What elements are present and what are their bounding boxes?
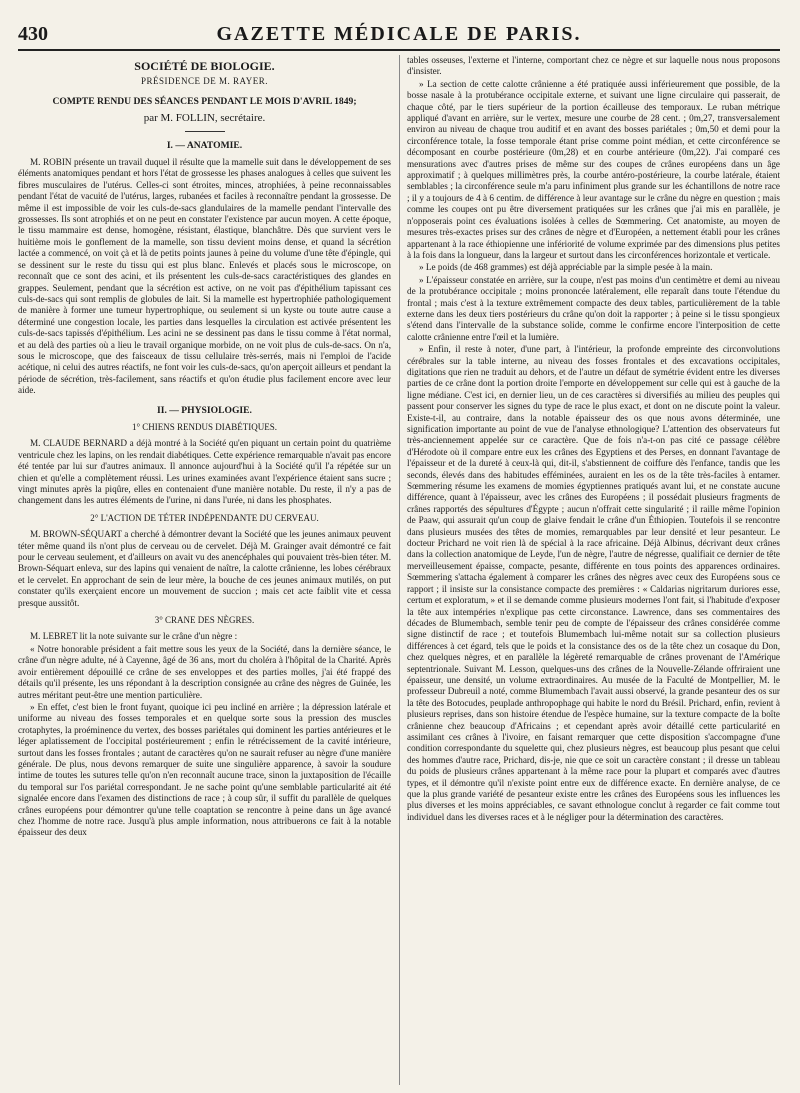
paragraph-lebret: M. LEBRET lit la note suivante sur le crâne d'un nègre :	[30, 631, 238, 642]
subsection-crane: 3° CRANE DES NÈGRES.	[154, 615, 255, 626]
paragraph-robin: M. ROBIN présente un travail duquel il résulte que la mamelle suit dans le développement de ses éléments anatomiques pendant et hors l'état de grossesse les phases analogues à celles que suivent les fibres musculaires de l'utérus. Celles-ci sont étroites, minces, atrophiées, à peine reconnaissables pendant l'état de vacuité de l'utérus, larges, rubanées et faciles à reconnaître pendant la grossesse. De même il est impossible de voir les culs-de-sacs glandulaires de la mamelle pendant l'intervalle des grossesses. Ils sont atrophiés et on ne peut en constater l'existence par aucun moyen. A cette époque, le tissu mammaire est dense, homogène, résistant, élastique, blanchâtre. Dès que survient vers le huitième mois le gonflement de la mamelle, son tissu devient moins dense, et quand la sécrétion lactée a commencé, on voit çà et là de petits points jaunes à peine du volume d'une tête d'épingle, qui se dessinent sur le reste du tissu qui est plus blanc. Enlevés et placés sous le microscope, on reconnaît que ce sont des acini, et ils présentent les culs-de-sacs caractéristiques des glandes en grappes. Seulement, pendant que la sécrétion est active, on ne voit pas d'épithélium tapissant ces culs-de-sacs qui sont remplis de globules de lait. Si la mamelle est hypertrophiée pathologiquement de manière à former une tumeur hypertrophique, ou seulement si un kyste ou toute autre cause a déterminé une congestion locale, les parties dans lesquelles la circulation est activée présentent les culs-de-sacs tapissés d'épithélium. Les acini ne se dessinent pas dans le tissu comme à l'état normal, et au delà des parties où a lieu le travail organique morbide, on ne voit plus de culs-de-sacs. On n'a, sous le microscope, que des faisceaux de tissu cellulaire très-serrés, mais ni l'emploi de l'acide acétique, ni celui des autres réactifs, ne font voir les culs-de-sacs, qu'on aperçoit ailleurs et pendant la période de sécrétion, très-facilement, sans réactifs et qu'on étudie plus facilement encore avec leur aide.	[18, 157, 391, 396]
divider	[185, 131, 225, 132]
paragraph-tables: tables osseuses, l'externe et l'interne, comportant chez ce nègre et sur laquelle nous nous proposons d'insister.	[407, 55, 780, 77]
paragraph-bernard: M. CLAUDE BERNARD a déjà montré à la Société qu'en piquant un certain point du quatrième ventricule chez les lapins, on les rendait diabétiques. Cette expérience remarquable n'avait pas encore été tentée par lui sur d'autres animaux. Il annonce aujourd'hui à la Société qu'il l'a répétée sur un chien et qu'elle a complètement réussi. Les urines examinées avant l'expérience étaient sans sucre ; vingt minutes après la piqûre, elles en contenaient d'une manière notable. Du reste, il n'y a pas de changement dans les autres éléments de l'urine, ni dans l'urée, ni dans les phosphates.	[18, 438, 391, 506]
page-number: 430	[18, 23, 48, 45]
columns	[18, 55, 780, 1085]
paragraph-notre: « Notre honorable président a fait mettre sous les yeux de la Société, dans la dernière séance, le crâne d'un nègre adulte, né à Cayenne, âgé de 36 ans, mort du choléra à l'hôpital de la Charité. Après avoir entièrement dépouillé ce crâne de ses enveloppes et des parties molles, j'ai été frappé des détails qu'il présente, les uns répondant à la description consignée au crâne des nègres de Guinée, les autres méritant peut-être une mention particulière.	[18, 643, 391, 700]
presidence-line: PRÉSIDENCE DE M. RAYER.	[141, 76, 268, 87]
paragraph-effet: » En effet, c'est bien le front fuyant, quoique ici peu incliné en arrière ; la dépression latérale et uniforme au niveau des fosses temporales et en quelque sorte sous la pression des muscles crotaphytes, la proéminence du vertex, des bosses pariétales qui dominent les parties antérieures et le léger aplatissement de l'occipital postérieurement ; enfin le rétrécissement de la cavité intérieure, surtout dans les fosses frontales ; autant de caractères qu'on ne saurait refuser au nègre d'une manière générale. De plus, nous devons remarquer de suite une singulière apparence, à savoir la soudure intime de toutes les sutures telle qu'on n'en reconnaît aucune trace, sinon la juxtaposition de l'écaille du temporal sur l'os pariétal correspondant. Je ne sache point qu'une semblable particularité ait été signalée encore dans l'examen des distinctions de race ; à coup sûr, il suffit du parallèle de quelques crânes européens pour démontrer qu'une telle coaptation se rencontre à peine dans un âge avancé chez l'homme de notre race. Jusqu'à plus ample information, nous attribuerons ce fait à la notable épaisseur des deux	[18, 701, 391, 838]
section-anatomie: I. — ANATOMIE.	[166, 139, 243, 151]
paragraph-epaisseur: » L'épaisseur constatée en arrière, sur la coupe, n'est pas moins d'un centimètre et demi au niveau de la protubérance occipitale ; moins prononcée latéralement, elle reparaît dans toute l'étendue du frontal ; mais c'est à la texture extrêmement compacte des deux tables, particulièrement de la table externe dans les deux tiers postérieurs du crâne qu'on doit la rapporter ; à peine si le tissu spongieux s'étend dans l'intervalle de la substance solide, comme le confirme encore l'interposition de cette calotte crânienne entre l'œil et la lumière.	[407, 274, 780, 342]
subsection-teter: 2° L'ACTION DE TÉTER INDÉPENDANTE DU CERVEAU.	[90, 512, 319, 523]
secretary-line: par M. FOLLIN, secrétaire.	[143, 112, 266, 125]
society-title: SOCIÉTÉ DE BIOLOGIE.	[134, 59, 275, 73]
subsection-chiens: 1° CHIENS RENDUS DIABÉTIQUES.	[131, 421, 278, 432]
paragraph-brown-sequart: M. BROWN-SÉQUART a cherché à démontrer devant la Société que les jeunes animaux peuvent téter même quand ils n'ont plus de cerveau ou de cervelet. Déjà M. Grainger avait démontré ce fait pour le cerveau seulement, et d'ailleurs on avait vu des anencéphales qui pouvaient très-bien téter. M. Brown-Séquart enleva, sur des lapins qui venaient de naître, la calotte crânienne, les lobes cérébraux et le cervelet. En approchant de sein de leur mère, la bouche de ces jeunes animaux mutilés, on put constater qu'ils exerçaient encore un mouvement de succion ; mais cet acte faiblit vite et cessa presque aussitôt.	[18, 529, 391, 608]
section-physiologie: II. — PHYSIOLOGIE.	[157, 404, 252, 416]
paragraph-enfin: » Enfin, il reste à noter, d'une part, à l'intérieur, la profonde empreinte des circonvolutions cérébrales sur la table interne, au niveau des fosses frontales et des excavations occipitales, digitations que rien ne traduit au dehors, et de l'autre un défaut de symétrie évident entre les diverses parties de ce crâne dont la portion droite l'emporte en développement sur celle qui est à gauche de la ligne médiane. C'est ici, en dernier lieu, un de ces caractères si diversifiés au milieu des peuples qui passent pour conserver les signes du type de race le plus exact, et dont on ne discute point la valeur. Existe-t-il, au contraire, dans la notable épaisseur des os que nous avons déterminée, une signification importante au point de vue de l'analyse ethnologique? L'attention des observateurs fut très-anciennement appelée sur ce caractère. Que de fois n'a-t-on pas cité ce passage célèbre d'Hérodote où il compare entre eux les crânes des Egyptiens et des Perses, en donnant l'avantage de l'épaisseur et de la dureté à ceux-là qui, dit-il, s'abstiennent de coiffure dès l'enfance, tandis que les seconds, élevés dans des habitudes efféminées, auraient en les os de la tête très-faciles à entamer. Sœmmering résume les examens de momies égyptiennes pratiqués avant lui, et ne constate aucune différence, quant à l'épaisseur, avec les crânes des Européens ; il possédait plusieurs fragments de crânes rapportés des sépultures d'Égypte ; aucun n'offrait cette singularité ; il raille même l'opinion de Paaw, qui assurait qu'un coup de glaive fendait le crâne d'un Éthiopien. Toutefois il se rencontre dans plusieurs musées des têtes de momies, remarquables par leur densité et leur pesanteur. Le docteur Prichard ne voit rien là de spécial à la race africaine. Déjà Albinus, décrivant deux crânes dans la collection anatomique de Leyde, l'un de nègre, l'autre de négresse, qualifiait ce dernier de tête merveilleusement épaisse, compacte, pesante, différente en tous points des apparences ordinaires. Sœmmering s'attacha également à comparer les crânes des nègres avec ceux des Européens sous ce rapport ; il insiste sur la consistance compacte des premières : « Caldarias nigritarum duriores esse, certum et exploratum, » et il se demande comme plusieurs modernes l'ont fait, si l'habitude d'exposer la tête aux intempéries n'explique pas cette circonstance. Lawrence, dans ses commentaires des décades de Blumembach, semble tenir peu de compte de l'épaisseur des crânes considérée comme signe distinctif de race ; et toutefois Blumembach lui-même notait sur sa collection plusieurs différences à cet égard, tels que le poids et la consistance des os de la tête chez un cosaque du Don, chez quelques nègres, et en parallèle la légèreté remarquable de crânes provenant de l'Amérique septentrionale. Suivant M. Lesson, quelques-uns des crânes de la Nouvelle-Zélande offriraient une épaisseur, une densité, un volume extraordinaires. Au musée de la Faculté de Montpellier, M. le professeur Dubreuil a noté, comme Blumembach l'avait aussi observé, la grande pesanteur des os sur la tête des Botocudes, peuplade anthropophage qui habite le nord du Brésil. Prichard, enfin, revient à plusieurs reprises, dans son histoire étendue de l'espèce humaine, sur la texture compacte de la boîte crânienne chez beaucoup d'Africains ; et cependant après avoir détaillé cette particularité en assimilant ces crânes à l'ivoire, en faisant remarquer que cette disposition s'accompagne d'une condition correspondante du squelette qui, chez plusieurs nègres, est beaucoup plus pesant que celui des hommes d'autre race, Prichard, dis-je, nie que ce soit un caractère constant ; il dresse un tableau du poids de plusieurs crânes appartenant à la même race pour la plupart et comparés avec d'autres types, et il démontre qu'il n'existe point entre eux de différence exacte. En dernière analyse, de ce que la plus grande variété de pesanteur existe entre les crânes des Européens sous les influences les plus diverses et les moins appréciables, ce savant ethnologue conclut à regarder ce fait comme tout individuel dans les diverses races et à le négliger pour la détermination des caractères.	[407, 344, 780, 822]
left-column	[18, 55, 391, 1085]
paragraph-section: » La section de cette calotte crânienne a été pratiquée aussi inférieurement que possible, de la bosse nasale à la protubérance occipitale externe, et suivant une ligne circulaire qui passerait, de chaque côté, par le tiers supérieur de la portion écailleuse des temporaux. Le ruban métrique appliqué d'avant en arrière, sur le vertex, mesure une courbe de 28 cent. ; 0m,27, transversalement environ au niveau de chaque trou auditif et en avant des bosses pariétales ; 0m,50 et demi pour la circonférence totale, la fosse temporale étant prise comme point médian, et cette circonférence se décomposant en courbe postérieure (0m,28) et en courbe antérieure (0m,22). J'ai comparé ces mensurations avec d'autres prises de même sur des coupes de crânes européens dans un âge approximatif ; à quelques millimètres près, la courbe antéro-postérieure, la courbe latérale, étaient semblables ; la circonférence seule m'a paru infiniment plus grande sur les échantillons de notre race ; il y a toujours de 4 à 6 centim. de différence à leur avantage sur le crâne du nègre en question ; mais comme les coupes ont pu être diversement pratiquées sur les crânes que j'ai mis en parallèle, je n'opposerais point ces évaluations isolées à celles de Sœmmering. Cet anatomiste, au moyen de mesures très-exactes prises sur des crânes de nègre et d'Européen, a nettement établi pour les crânes appartenant à la race éthiopienne une infériorité de volume exprimée par des dimensions plus petites à la fois dans la longueur, dans la largeur et surtout dans les circonférences horizontale et verticale.	[407, 78, 780, 260]
journal-title: GAZETTE MÉDICALE DE PARIS.	[216, 23, 582, 45]
report-title: COMPTE RENDU DES SÉANCES PENDANT LE MOIS D'AVRIL 1849;	[52, 95, 357, 107]
right-column	[399, 55, 780, 1085]
paragraph-poids: » Le poids (de 468 grammes) est déjà appréciable par la simple pesée à la main.	[419, 262, 713, 273]
page-header	[18, 10, 780, 51]
